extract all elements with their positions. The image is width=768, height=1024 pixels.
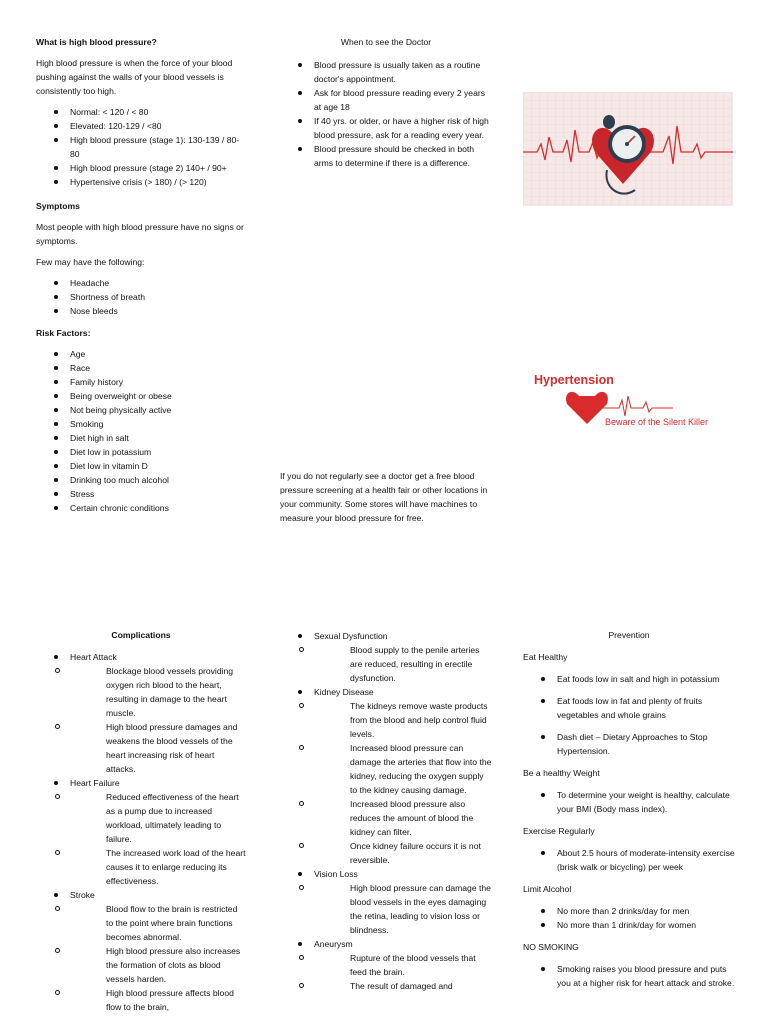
hypertension-tagline: Beware of the Silent Killer: [605, 417, 709, 427]
list-item: Being overweight or obese: [36, 389, 246, 403]
exercise-list: [523, 846, 735, 874]
what-heading: What is high blood pressure?: [36, 37, 157, 47]
list-item: Diet high in salt: [36, 431, 246, 445]
list-item: Race: [36, 361, 246, 375]
list-item: Stress: [36, 487, 246, 501]
list-item: Rupture of the blood vessels that feed the brain.: [280, 951, 492, 979]
sub-list: [280, 643, 492, 685]
list-item: Once kidney failure occurs it is not reversible.: [280, 839, 492, 867]
prevention-column: [523, 628, 735, 998]
list-item: About 2.5 hours of moderate-intensity exercise (brisk walk or bicycling) per week: [523, 846, 735, 874]
list-item: Family history: [36, 375, 246, 389]
list-item: Blood flow to the brain is restricted to the point where brain functions becomes abnormal.: [36, 902, 246, 944]
screening-paragraph: If you do not regularly see a doctor get a free blood pressure screening at a health fair or other locations in your community. Some stores will have machines to measure your blood pressure for free.: [280, 471, 488, 523]
blood-pressure-gauge-image: [523, 92, 733, 206]
list-item: Hypertensive crisis (> 180) / (> 120): [36, 175, 246, 189]
list-item: Elevated: 120-129 / <80: [36, 119, 246, 133]
screening-text: [280, 469, 492, 532]
sub-list: [36, 902, 246, 1014]
complication-title: Stroke: [70, 890, 95, 900]
list-item: Increased blood pressure also reduces the amount of blood the kidney can filter.: [280, 797, 492, 839]
bp-levels-list: [36, 105, 246, 189]
risk-heading: Risk Factors:: [36, 328, 91, 338]
list-item: Drinking too much alcohol: [36, 473, 246, 487]
risk-list: [36, 347, 246, 515]
complications-cont-list: [280, 629, 492, 993]
hypertension-title: Hypertension: [534, 373, 614, 387]
alcohol-list: [523, 904, 735, 932]
list-item: Ask for blood pressure reading every 2 years at age 18: [280, 86, 492, 114]
list-item: Normal: < 120 / < 80: [36, 105, 246, 119]
what-text: High blood pressure is when the force of your blood pushing against the walls of your blood vessels is consistently too high.: [36, 58, 233, 96]
list-item: Smoking raises you blood pressure and puts you at a higher risk for heart attack and stroke.: [523, 962, 735, 990]
list-item: No more than 1 drink/day for women: [523, 918, 735, 932]
list-item: Smoking: [36, 417, 246, 431]
list-item: [280, 629, 492, 685]
list-item: [280, 937, 492, 993]
list-item: Certain chronic conditions: [36, 501, 246, 515]
sub-list: [280, 951, 492, 993]
sub-list: [36, 790, 246, 888]
complications-column: [36, 628, 246, 1020]
list-item: [36, 650, 246, 776]
list-item: [280, 685, 492, 867]
complications-heading: Complications: [111, 630, 171, 640]
list-item: Diet low in vitamin D: [36, 459, 246, 473]
symptoms-heading: Symptoms: [36, 201, 80, 211]
complication-title: Sexual Dysfunction: [314, 631, 388, 641]
middle-column: [280, 35, 492, 176]
weight-list: [523, 788, 735, 816]
list-item: To determine your weight is healthy, calculate your BMI (Body mass index).: [523, 788, 735, 816]
list-item: Blood pressure is usually taken as a routine doctor's appointment.: [280, 58, 492, 86]
complications-continued-column: [280, 629, 492, 999]
list-item: Reduced effectiveness of the heart as a pump due to increased workload, ultimately leading to failure.: [36, 790, 246, 846]
symptoms-intro: Few may have the following:: [36, 257, 145, 267]
smoking-list: [523, 962, 735, 990]
heart-gauge-icon: [523, 92, 733, 206]
list-item: Diet low in potassium: [36, 445, 246, 459]
list-item: Age: [36, 347, 246, 361]
list-item: Eat foods low in salt and high in potassium: [523, 672, 735, 686]
list-item: Dash diet – Dietary Approaches to Stop Hypertension.: [523, 730, 735, 758]
list-item: High blood pressure (stage 2) 140+ / 90+: [36, 161, 246, 175]
sub-list: [280, 699, 492, 867]
list-item: High blood pressure also increases the formation of clots as blood vessels harden.: [36, 944, 246, 986]
list-item: The result of damaged and: [280, 979, 492, 993]
complication-title: Heart Attack: [70, 652, 117, 662]
list-item: The increased work load of the heart causes it to enlarge reducing its effectiveness.: [36, 846, 246, 888]
doctor-heading: When to see the Doctor: [340, 37, 432, 47]
list-item: High blood pressure affects blood flow to the brain,: [36, 986, 246, 1014]
list-item: [36, 776, 246, 888]
list-item: High blood pressure damages and weakens the blood vessels of the heart increasing risk of heart attacks.: [36, 720, 246, 776]
list-item: High blood pressure can damage the blood vessels in the eyes damaging the retina, leading to vision loss or blindness.: [280, 881, 492, 937]
list-item: Blockage blood vessels providing oxygen rich blood to the heart, resulting in damage to the heart muscle.: [36, 664, 246, 720]
list-item: [36, 888, 246, 1014]
symptoms-list: [36, 276, 246, 318]
list-item: [280, 867, 492, 937]
list-item: Eat foods low in fat and plenty of fruits vegetables and whole grains: [523, 694, 735, 722]
complication-title: Aneurysm: [314, 939, 353, 949]
sub-list: [36, 664, 246, 776]
hypertension-image: [523, 366, 733, 438]
list-item: Shortness of breath: [36, 290, 246, 304]
complication-title: Vision Loss: [314, 869, 358, 879]
doctor-list: [280, 58, 492, 170]
list-item: High blood pressure (stage 1): 130-139 / 80-80: [36, 133, 246, 161]
list-item: Not being physically active: [36, 403, 246, 417]
list-item: No more than 2 drinks/day for men: [523, 904, 735, 918]
list-item: If 40 yrs. or older, or have a higher risk of high blood pressure, ask for a reading every year.: [280, 114, 492, 142]
list-item: The kidneys remove waste products from the blood and help control fluid levels.: [280, 699, 492, 741]
list-item: Increased blood pressure can damage the arteries that flow into the kidney, reducing the oxygen supply to the kidney causing damage.: [280, 741, 492, 797]
alcohol-heading: Limit Alcohol: [523, 884, 572, 894]
complication-title: Heart Failure: [70, 778, 120, 788]
exercise-heading: Exercise Regularly: [523, 826, 595, 836]
left-column: [36, 35, 246, 521]
list-item: Nose bleeds: [36, 304, 246, 318]
eat-heading: Eat Healthy: [523, 652, 568, 662]
symptoms-text: Most people with high blood pressure have no signs or symptoms.: [36, 222, 244, 246]
list-item: Blood pressure should be checked in both arms to determine if there is a difference.: [280, 142, 492, 170]
complications-list: [36, 650, 246, 1014]
prevention-heading: Prevention: [608, 630, 650, 640]
sub-list: [280, 881, 492, 937]
list-item: Headache: [36, 276, 246, 290]
weight-heading: Be a healthy Weight: [523, 768, 600, 778]
smoking-heading: NO SMOKING: [523, 942, 579, 952]
list-item: Blood supply to the penile arteries are reduced, resulting in erectile dysfunction.: [280, 643, 492, 685]
complication-title: Kidney Disease: [314, 687, 374, 697]
eat-list: [523, 672, 735, 758]
